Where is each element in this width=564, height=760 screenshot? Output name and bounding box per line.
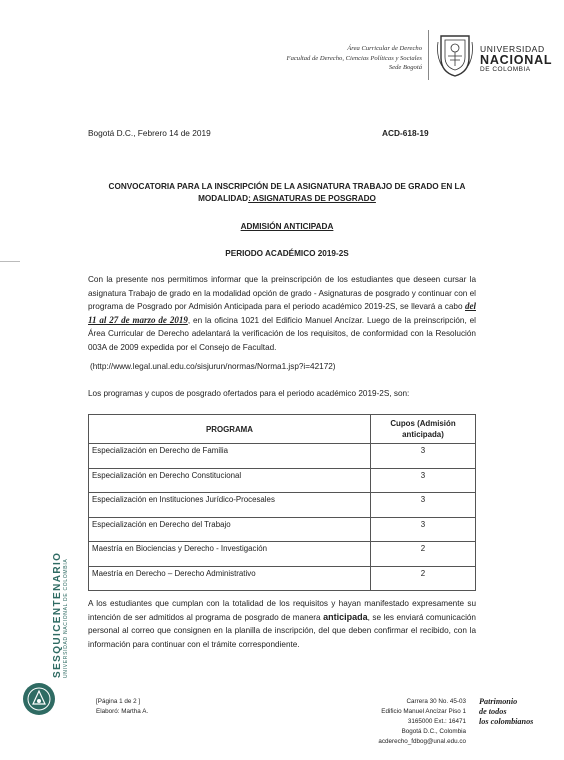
header-cupos: Cupos (Admisión anticipada) (371, 415, 476, 444)
header-programa: PROGRAMA (89, 415, 371, 444)
address-line: Bogotá D.C., Colombia (401, 728, 466, 735)
title-line1: CONVOCATORIA PARA LA INSCRIPCIÓN DE LA ASIGNATURA TRABAJO DE GRADO EN LA (108, 182, 466, 191)
header-line-sede: Sede Bogotá (388, 64, 422, 71)
university-line1: UNIVERSIDAD (480, 44, 545, 54)
margin-mark (0, 261, 20, 262)
slogan-line: los colombianos (479, 717, 534, 726)
university-seal-icon (436, 32, 474, 78)
academic-period: PERIODO ACADÉMICO 2019-2S (225, 249, 349, 258)
table-header-row (89, 415, 476, 444)
header-divider (428, 30, 429, 80)
faculty-header (287, 44, 422, 73)
university-line2: NACIONAL (480, 52, 553, 67)
sesquicentenario-emblem-icon (22, 682, 56, 716)
header-line-faculty: Facultad de Derecho, Ciencias Políticas y Sociales (286, 54, 422, 62)
address-line: Edificio Manuel Ancízar Piso 1 (381, 708, 466, 715)
program-cell: Maestría en Biociencias y Derecho - Investigación (89, 542, 371, 567)
document-title (90, 181, 484, 205)
sesquicentenario-sub: UNIVERSIDAD NACIONAL DE COLOMBIA (63, 558, 69, 678)
footer-email[interactable]: acderecho_fdbog@unal.edu.co (378, 738, 466, 745)
address-line: 3165000 Ext.: 16471 (407, 718, 466, 725)
cupos-cell: 3 (371, 444, 476, 469)
university-logo-text (480, 44, 552, 76)
cupos-cell: 3 (371, 493, 476, 518)
university-line3: DE COLOMBIA (480, 66, 531, 73)
address-line: Carrera 30 No. 45-03 (406, 698, 466, 705)
programs-intro: Los programas y cupos de posgrado ofertados para el periodo académico 2019-2S, son: (88, 389, 410, 398)
program-cell: Especialización en Derecho de Familia (89, 444, 371, 469)
program-cell: Maestría en Derecho – Derecho Administrativo (89, 566, 371, 591)
paragraph-admission: A los estudiantes que cumplan con la totalidad de los requisitos y hayan manifestado expresamente su intención de ser admitidos al programa de posgrado de manera anticipada, se les enviará comunicación personal al correo que consignen en la planilla de inscripción, del que deben confirmar el recibido, con la información para continuar con el trámite correspondiente. (88, 599, 476, 649)
cupos-cell: 3 (371, 468, 476, 493)
table-row (89, 468, 476, 493)
footer-left (96, 697, 148, 717)
title-line2: MODALIDAD: ASIGNATURAS DE POSGRADO (198, 194, 376, 203)
sesquicentenario-banner (20, 548, 69, 678)
page-number: [Página 1 de 2 ] (96, 698, 141, 705)
paragraph-preinscription: Con la presente nos permitimos informar que la preinscripción de los estudiantes que deseen cursar la asignatura Trabajo de grado en la modalidad opción de grado - Asignaturas de posgrado y continuar con el programa de Posgrado por Admisión Anticipada para el periodo académico 2019-2S, se llevará a cabo del 11 al 27 de marzo de 2019, en la oficina 1021 del Edificio Manuel Ancízar. Luego de la preinscripción, el Área Curricular de Derecho adelantará la verificación de los requisitos, de conformidad con la Resolución 003A de 2009 expedida por el Consejo de Facultad. (88, 275, 477, 352)
elaboro: Elaboró: Martha A. (96, 708, 149, 715)
program-cell: Especialización en Derecho Constitucional (89, 468, 371, 493)
cupos-cell: 2 (371, 542, 476, 567)
letter-date: Bogotá D.C., Febrero 14 de 2019 (88, 128, 211, 138)
table-row (89, 517, 476, 542)
footer-address (378, 697, 466, 747)
norma-link[interactable]: (http://www.legal.unal.edu.co/sisjurun/normas/Norma1.jsp?i=42172) (90, 362, 336, 371)
anticipada-bold: anticipada (323, 611, 368, 622)
table-row (89, 542, 476, 567)
date-range-highlight: del 11 al 27 de marzo de 2019 (88, 301, 476, 325)
slogan-line: Patrimonio (479, 697, 518, 706)
table-row (89, 493, 476, 518)
program-cell: Especialización en Derecho del Trabajo (89, 517, 371, 542)
header-line-area: Área Curricular de Derecho (347, 45, 422, 52)
table-row (89, 444, 476, 469)
table-row (89, 566, 476, 591)
cupos-cell: 3 (371, 517, 476, 542)
letter-reference: ACD-618-19 (382, 128, 429, 138)
programs-table (88, 414, 476, 591)
sesquicentenario-text: SESQUICENTENARIO (52, 551, 63, 678)
document-subtitle: ADMISIÓN ANTICIPADA (240, 222, 334, 231)
cupos-cell: 2 (371, 566, 476, 591)
program-cell: Especialización en Instituciones Jurídico-Procesales (89, 493, 371, 518)
patrimonio-slogan (479, 697, 533, 727)
slogan-line: de todos (479, 707, 507, 716)
